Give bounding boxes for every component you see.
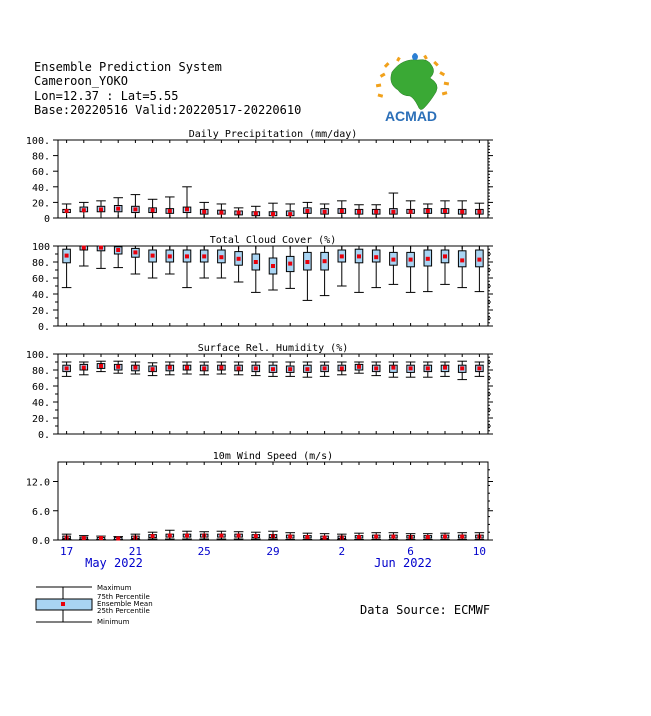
panel-title: Surface Rel. Humidity (%) [197,343,349,354]
box-day-16 [320,362,330,376]
box-day-2 [79,362,89,375]
mean-marker [409,258,413,262]
box-day-9 [199,362,209,375]
legend-maximum: Maximum [97,584,132,592]
legend-75th: 75th Percentile [97,593,150,601]
box-day-23 [440,246,450,284]
mean-marker [219,366,223,370]
box-day-12 [251,532,261,539]
mean-marker [271,264,275,268]
ytick-label: 40. [31,398,50,409]
box-day-6 [148,363,158,376]
box-day-6 [148,199,158,218]
legend [36,584,153,626]
mean-marker [116,537,120,541]
ytick-label: 40. [31,182,50,194]
mean-marker [116,248,120,252]
mean-marker [151,208,155,212]
box-day-3 [96,201,106,218]
mean-marker [426,209,430,213]
box-day-13 [268,203,278,218]
mean-marker [254,534,258,538]
box-day-9 [199,202,209,218]
box-day-3 [96,361,106,371]
mean-marker [409,210,413,214]
box-day-15 [303,362,313,377]
mean-marker [288,262,292,266]
mean-marker [288,367,292,371]
mean-marker [168,366,172,370]
ytick-label: 80. [31,151,50,163]
legend-mean: Ensemble Mean [97,600,153,608]
box-day-18 [354,246,364,292]
box-day-25 [475,203,485,218]
box-day-2 [79,536,89,540]
box-day-24 [457,361,467,379]
ytick-label: 100 [31,242,50,253]
box-day-10 [217,204,227,218]
legend-25th: 25th Percentile [97,607,150,615]
xtick-label: 29 [266,545,280,558]
mean-marker [426,366,430,370]
mean-marker [443,535,447,539]
mean-marker [323,536,327,540]
box-day-11 [234,246,244,282]
ytick-label: 20. [31,306,50,317]
box-day-8 [182,362,192,374]
box-day-25 [475,246,485,292]
box-day-2 [79,202,89,218]
box-day-11 [234,362,244,375]
box-day-5 [131,362,141,374]
mean-marker [477,258,481,262]
ytick-label: 80. [31,366,50,377]
mean-marker [460,210,464,214]
box-day-3 [96,246,106,269]
box-day-11 [234,208,244,218]
mean-marker [65,209,69,213]
mean-marker [237,366,241,370]
panel-title: Daily Precipitation (mm/day) [188,129,358,140]
box-day-22 [423,246,433,292]
mean-marker [168,534,172,538]
mean-marker [99,246,103,250]
box-day-17 [337,362,347,375]
mean-marker [460,258,464,262]
box-day-14 [285,533,295,540]
box-day-13 [268,246,278,290]
box-day-5 [131,246,141,274]
mean-marker [254,260,258,264]
box-day-1 [62,362,72,376]
box-day-16 [320,534,330,540]
mean-marker [254,366,258,370]
box-day-23 [440,362,450,376]
mean-marker [477,366,481,370]
mean-marker [374,535,378,539]
box-day-6 [148,532,158,539]
panel-4 [26,451,493,570]
mean-marker [340,209,344,213]
mean-marker [168,209,172,213]
box-day-3 [96,536,106,540]
mean-marker [237,534,241,538]
mean-marker [357,365,361,369]
mean-marker [374,366,378,370]
mean-marker [219,534,223,538]
mean-marker [82,366,86,370]
month-label-may: May 2022 [85,556,143,570]
box-day-19 [371,246,381,288]
box-day-21 [406,246,416,292]
box-day-22 [423,204,433,218]
box-day-14 [285,246,295,288]
mean-marker [305,209,309,213]
mean-marker [443,366,447,370]
box-day-21 [406,201,416,218]
box-day-20 [389,533,399,540]
box-day-15 [303,202,313,218]
box-day-8 [182,531,192,539]
mean-marker [202,254,206,258]
box-day-24 [457,533,467,540]
box-day-10 [217,531,227,539]
mean-marker [65,254,69,258]
plot-frame [58,462,488,540]
box-day-8 [182,246,192,288]
box-day-20 [389,246,399,284]
box-day-23 [440,201,450,218]
ytick-label: 60. [31,274,50,285]
mean-marker [151,367,155,371]
box-day-22 [423,362,433,377]
mean-marker [357,254,361,258]
mean-marker [391,535,395,539]
data-source: Data Source: ECMWF [360,603,491,617]
ytick-label: 100. [25,136,50,147]
mean-marker [202,210,206,214]
box-day-12 [251,246,261,292]
ytick-label: 0 [43,214,50,225]
mean-marker [185,366,189,370]
mean-marker [426,257,430,261]
mean-marker [133,207,137,211]
ytick-label: 0.0 [31,536,50,547]
box-day-19 [371,533,381,540]
header-title: Ensemble Prediction System [34,60,222,74]
header-validity: Base:20220516 Valid:20220517-20220610 [34,103,302,117]
ytick-label: 0. [37,322,50,333]
mean-marker [237,211,241,215]
mean-marker [99,536,103,540]
box-day-12 [251,206,261,218]
mean-marker [443,254,447,258]
mean-marker [219,255,223,259]
box-day-14 [285,362,295,376]
box-day-10 [217,362,227,374]
ytick-label: 100. [25,350,50,361]
mean-marker [460,535,464,539]
mean-marker [271,367,275,371]
mean-marker [99,364,103,368]
mean-marker [305,535,309,539]
ytick-label: 80. [31,258,50,269]
box-day-20 [389,362,399,377]
ytick-label: 20. [31,414,50,425]
ytick-label: 40. [31,290,50,301]
africa-map-logo [376,53,449,124]
mean-marker [426,535,430,539]
mean-marker [323,259,327,263]
box-day-8 [182,187,192,218]
mean-marker [185,207,189,211]
mean-marker [460,366,464,370]
xtick-label: 25 [197,545,211,558]
mean-marker [82,246,86,250]
box-day-13 [268,362,278,376]
mean-marker [151,534,155,538]
mean-marker [116,207,120,211]
ytick-label: 20. [31,198,50,210]
box-day-7 [165,530,175,539]
box-day-4 [113,361,123,373]
box-day-17 [337,246,347,286]
xtick-label: 2 [338,545,346,558]
header-location: Cameroon_YOKO [34,74,128,88]
box-day-4 [113,537,123,541]
box-day-6 [148,246,158,278]
legend-mean-marker [61,602,65,606]
ytick-label: 0. [37,430,50,441]
mean-marker [323,366,327,370]
xtick-label: 21 [128,545,143,558]
box-day-18 [354,362,364,373]
box-day-1 [62,204,72,218]
box-day-7 [165,362,175,375]
box-day-5 [131,195,141,218]
mean-marker [82,536,86,540]
header-coordinates: Lon=12.37 : Lat=5.55 [34,89,179,103]
mean-marker [288,535,292,539]
mean-marker [409,366,413,370]
ytick-label: 60. [31,167,50,179]
panel-3 [26,343,493,441]
mean-marker [374,255,378,259]
box-day-25 [475,362,485,376]
box-day-16 [320,204,330,218]
mean-marker [133,366,137,370]
mean-marker [65,366,69,370]
mean-marker [391,210,395,214]
mean-marker [271,212,275,216]
logo-text: ACMAD [384,108,438,124]
xtick-label: 6 [407,545,414,558]
xtick-label: 17 [59,545,74,558]
mean-marker [254,211,258,215]
box-day-7 [165,197,175,218]
mean-marker [288,212,292,216]
mean-marker [323,210,327,214]
box-day-9 [199,246,209,278]
box-day-20 [389,193,399,218]
box-day-7 [165,246,175,274]
box-day-14 [285,204,295,218]
ytick-label: 6.0 [31,506,50,518]
mean-marker [340,366,344,370]
box-day-4 [113,246,123,268]
box-day-19 [371,205,381,218]
mean-marker [151,254,155,258]
box-day-21 [406,362,416,377]
ytick-label: 60. [31,382,50,393]
mean-marker [202,366,206,370]
mean-marker [185,254,189,258]
box-day-11 [234,532,244,539]
mean-marker [133,250,137,254]
box-day-24 [457,201,467,218]
box-day-12 [251,362,261,376]
xtick-label: 10 [472,545,487,558]
panel-2 [32,235,493,333]
month-label-jun: Jun 2022 [374,556,432,570]
mean-marker [340,254,344,258]
ytick-label: 12.0 [25,477,50,489]
box-day-4 [113,198,123,218]
box-day-10 [217,246,227,278]
box-day-19 [371,362,381,376]
legend-minimum: Minimum [97,618,130,626]
box-day-2 [79,246,89,266]
panel-title: Total Cloud Cover (%) [209,235,337,246]
box-day-24 [457,246,467,288]
mean-marker [168,254,172,258]
mean-marker [99,207,103,211]
mean-marker [391,366,395,370]
mean-marker [185,534,189,538]
box-day-23 [440,533,450,539]
panel-title: 10m Wind Speed (m/s) [212,451,334,462]
box-day-18 [354,533,364,539]
box-day-15 [303,246,313,300]
mean-marker [305,260,309,264]
box-day-1 [62,246,72,288]
mean-marker [82,208,86,212]
mean-marker [357,535,361,539]
mean-marker [219,211,223,215]
mean-marker [391,258,395,262]
mean-marker [305,367,309,371]
mean-marker [237,257,241,261]
box-day-15 [303,533,313,539]
mean-marker [374,210,378,214]
mean-marker [116,365,120,369]
box-day-18 [354,205,364,218]
panel-1 [26,129,493,225]
box-day-22 [423,534,433,540]
box-day-16 [320,246,330,296]
box-day-17 [337,201,347,218]
mean-marker [477,210,481,214]
mean-marker [443,209,447,213]
mean-marker [357,210,361,214]
